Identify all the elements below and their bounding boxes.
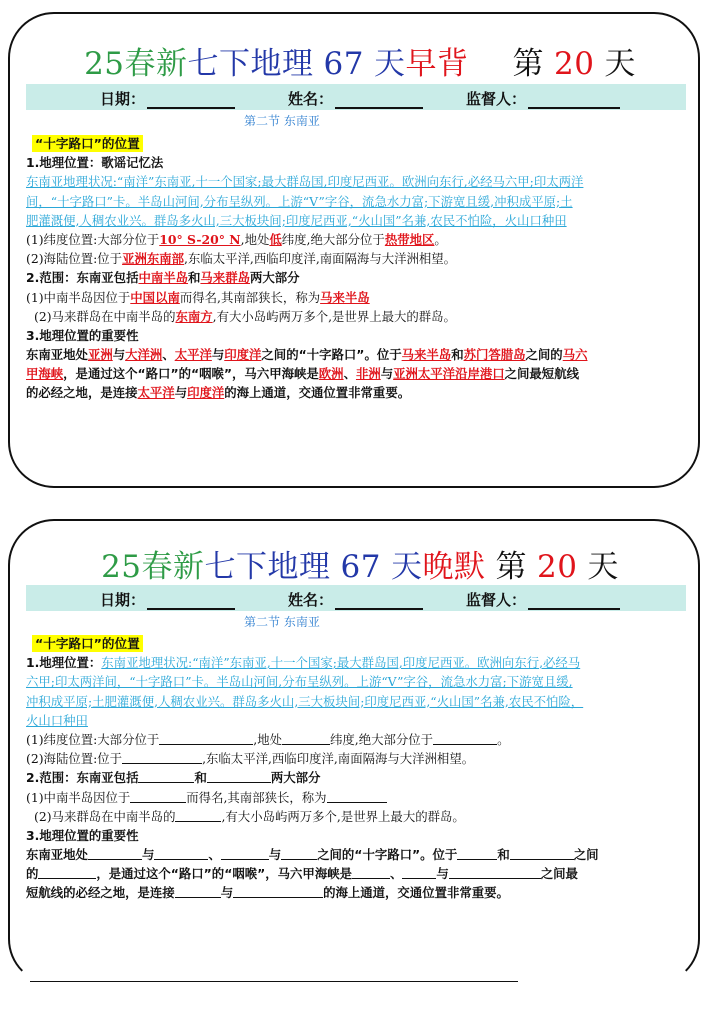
fill-blank[interactable] xyxy=(175,808,221,822)
text-segment: 。 xyxy=(497,731,510,747)
text-segment: 与 xyxy=(141,847,155,863)
heading-highlight: “十字路口”的位置 xyxy=(32,635,143,652)
fill-blank[interactable] xyxy=(88,846,142,860)
evening-title xyxy=(0,541,720,586)
title-part: 第 xyxy=(512,46,544,82)
text-segment: 和 xyxy=(497,847,510,863)
title-part: 25春新 xyxy=(101,549,205,585)
body-line xyxy=(26,307,690,326)
mnemonic-line: 间，“十字路口”卡。半岛山河间,分布呈纵列。上游“V”字谷，流急水力富;下游宽且缓,冲积成平原;土 xyxy=(26,193,573,209)
title-part: 67 xyxy=(323,46,364,82)
text-segment: 而得名,其南部狭长，称为 xyxy=(186,789,327,805)
answer: 亚洲东南部 xyxy=(122,251,185,267)
text-segment: 的海上通道，交通位置非常重要。 xyxy=(323,885,509,901)
title-part: 天 xyxy=(587,549,619,585)
text-segment: 之间的“十字路口”。位于 xyxy=(261,347,402,363)
supervisor-field xyxy=(466,589,620,610)
text-segment: ，是通过这个“路口”的“咽喉”，马六甲海峡是 xyxy=(96,866,352,882)
fill-blank[interactable] xyxy=(281,846,317,860)
answer: 大洋洲 xyxy=(125,347,163,363)
mnemonic-line: 东南亚地理状况:“南洋”东南亚,十一个国家;最大群岛国,印度尼西亚。欧洲向东行,必经马六甲;印太两洋 xyxy=(26,174,584,190)
fill-blank[interactable] xyxy=(449,865,541,879)
fill-blank[interactable] xyxy=(457,846,497,860)
answer: 印度洋 xyxy=(187,385,225,401)
mnemonic-line: 肥灌溉便,人稠农业兴。群岛多火山,三大板块间;印度尼西亚,“火山国”名兼,农民不怕险，火山口种田 xyxy=(26,212,567,228)
body-line xyxy=(26,288,690,307)
answer: 马六 xyxy=(562,347,588,363)
text-segment: 之间的“十字路口”。位于 xyxy=(317,847,458,863)
body-line xyxy=(26,749,690,768)
name-input-line[interactable] xyxy=(335,93,423,109)
fill-blank[interactable] xyxy=(122,750,202,764)
body-line xyxy=(26,768,690,787)
body-line xyxy=(26,883,690,902)
text-segment: (2)马来群岛在中南半岛的 xyxy=(34,308,176,324)
answer: 欧洲 xyxy=(318,366,344,382)
fill-blank[interactable] xyxy=(221,846,269,860)
text-segment: 1.地理位置： xyxy=(26,655,102,671)
answer: 太平洋 xyxy=(137,385,175,401)
text-segment: 之间最 xyxy=(540,866,578,882)
fill-blank[interactable] xyxy=(130,789,186,803)
name-field xyxy=(288,88,423,109)
text-segment: 两大部分 xyxy=(249,270,300,286)
fill-blank[interactable] xyxy=(433,731,497,745)
fill-blank[interactable] xyxy=(233,884,323,898)
section-label: 第二节 东南亚 xyxy=(244,114,320,128)
text-segment: 两大部分 xyxy=(270,770,321,786)
answer: 低 xyxy=(269,231,282,247)
section-label: 第二节 东南亚 xyxy=(244,615,320,629)
card-bottom-line xyxy=(30,981,518,982)
answer: 中南半岛 xyxy=(138,270,189,286)
text-segment: 与 xyxy=(268,847,282,863)
answer: 东南方 xyxy=(175,308,213,324)
body-line xyxy=(26,788,690,807)
answer: 印度洋 xyxy=(224,347,262,363)
body-line xyxy=(26,345,690,364)
fill-blank[interactable] xyxy=(159,731,253,745)
answer: 10° S-20° N xyxy=(159,231,241,247)
title-part: 20 xyxy=(536,549,578,585)
text-segment: (2)海陆位置:位于 xyxy=(26,751,123,767)
date-field xyxy=(100,589,235,610)
fill-blank[interactable] xyxy=(138,769,194,783)
text-segment: 与 xyxy=(211,347,225,363)
text-segment: 姓名： xyxy=(288,591,334,609)
title-part: 早背 xyxy=(405,46,469,82)
date-input-line[interactable] xyxy=(147,594,235,610)
text-segment: 。 xyxy=(434,231,447,247)
name-field xyxy=(288,589,423,610)
answer: 甲海峡 xyxy=(26,366,64,382)
text-segment: ,东临太平洋,西临印度洋,南面隔海与大洋洲相望。 xyxy=(184,251,457,267)
mnemonic-line: 冲积成平原;土肥灌溉便,人稠农业兴。群岛多火山,三大板块间;印度尼西亚,“火山国”名兼,农民不怕险， xyxy=(26,693,584,709)
answer: 马来半岛 xyxy=(320,289,370,305)
answer: 亚洲 xyxy=(87,347,113,363)
supervisor-field xyxy=(466,88,620,109)
title-part: 天 xyxy=(604,46,636,82)
text-segment: 、 xyxy=(343,366,356,382)
text-segment: 与 xyxy=(174,385,188,401)
text-segment: 东南亚地处 xyxy=(26,847,88,863)
text-segment: 的必经之地，是连接 xyxy=(26,385,138,401)
body-line xyxy=(26,730,690,749)
text-segment: 2.范围：东南亚包括 xyxy=(26,770,139,786)
text-segment: 之间最短航线 xyxy=(504,366,579,382)
text-segment: 的海上通道，交通位置非常重要。 xyxy=(224,385,411,401)
text-segment: 与 xyxy=(112,347,126,363)
text-segment: 、 xyxy=(390,866,403,882)
text-segment: ,地处 xyxy=(253,731,282,747)
body-line xyxy=(26,864,690,883)
fill-blank[interactable] xyxy=(352,865,390,879)
text-segment: ,有大小岛屿两万多个,是世界上最大的群岛。 xyxy=(221,808,465,824)
text-segment: ,有大小岛屿两万多个,是世界上最大的群岛。 xyxy=(212,308,456,324)
title-part: 七下地理 xyxy=(187,46,314,82)
text-segment: (2)马来群岛在中南半岛的 xyxy=(34,808,176,824)
fill-blank[interactable] xyxy=(154,846,208,860)
text-segment: 与 xyxy=(220,885,234,901)
evening-body xyxy=(26,634,690,903)
body-line xyxy=(26,249,690,268)
body-line xyxy=(26,230,690,249)
fill-blank[interactable] xyxy=(38,865,96,879)
text-segment: 和 xyxy=(194,770,207,786)
text-segment: 和 xyxy=(451,347,464,363)
title-part: 天 xyxy=(373,46,406,82)
body-line xyxy=(26,807,690,826)
text-segment: (2)海陆位置:位于 xyxy=(26,251,123,267)
body-line xyxy=(26,845,690,864)
fill-blank[interactable] xyxy=(327,789,387,803)
text-segment: 与 xyxy=(380,366,394,382)
supervisor-input-line[interactable] xyxy=(528,93,620,109)
text-segment: (1)纬度位置:大部分位于 xyxy=(26,231,160,247)
body-line: 3.地理位置的重要性 xyxy=(26,827,139,843)
date-input-line[interactable] xyxy=(147,93,235,109)
text-segment: 2.范围：东南亚包括 xyxy=(26,270,139,286)
text-segment: 的 xyxy=(26,866,39,882)
text-segment: 姓名： xyxy=(288,90,334,108)
text-segment: 监督人： xyxy=(466,591,527,609)
answer: 马来半岛 xyxy=(401,347,452,363)
mnemonic-line: 火山口种田 xyxy=(26,712,88,728)
title-part: 天 xyxy=(390,549,423,585)
text-segment: 和 xyxy=(188,270,201,286)
text-segment: (1)纬度位置:大部分位于 xyxy=(26,731,160,747)
text-segment: ,地处 xyxy=(240,231,270,247)
text-segment: 日期： xyxy=(100,90,146,108)
answer: 中国以南 xyxy=(130,289,180,305)
text-segment: ,东临太平洋,西临印度洋,南面隔海与大洋洲相望。 xyxy=(202,751,475,767)
fill-blank[interactable] xyxy=(510,846,574,860)
answer: 非洲 xyxy=(355,366,381,382)
text-segment: 、 xyxy=(208,847,221,863)
body-line: 1.地理位置：歌谣记忆法 xyxy=(26,155,164,171)
heading-highlight: “十字路口”的位置 xyxy=(32,135,143,152)
text-segment: 之间 xyxy=(573,847,599,863)
text-segment: 短航线的必经之地，是连接 xyxy=(26,885,175,901)
answer: 亚洲太平洋沿岸港口 xyxy=(393,366,505,382)
text-segment: 而得名,其南部狭长，称为 xyxy=(179,289,321,305)
morning-title xyxy=(0,38,720,83)
text-segment: 之间的 xyxy=(525,347,563,363)
body-line xyxy=(26,653,690,672)
answer: 苏门答腊岛 xyxy=(463,347,526,363)
text-segment: 纬度,绝大部分位于 xyxy=(329,731,434,747)
title-part: 67 xyxy=(340,549,381,585)
body-line xyxy=(26,383,690,402)
morning-body xyxy=(26,134,690,403)
text-segment: 纬度,绝大部分位于 xyxy=(281,231,385,247)
title-part: 晚默 xyxy=(422,549,486,585)
text-segment: (1)中南半岛因位于 xyxy=(26,289,131,305)
evening-info-bar xyxy=(26,585,686,611)
name-input-line[interactable] xyxy=(335,594,423,610)
text-segment: 与 xyxy=(436,866,449,882)
text-segment: ，是通过这个“路口”的“咽喉”，马六甲海峡是 xyxy=(63,366,319,382)
answer: 马来群岛 xyxy=(200,270,250,286)
body-line xyxy=(26,268,690,287)
title-part: 20 xyxy=(553,46,595,82)
fill-blank[interactable] xyxy=(282,731,330,745)
title-part: 25春新 xyxy=(84,46,188,82)
text-segment: (1)中南半岛因位于 xyxy=(26,789,131,805)
title-part: 第 xyxy=(495,549,527,585)
body-line xyxy=(26,364,690,383)
answer: 热带地区 xyxy=(384,231,435,247)
body-line: 3.地理位置的重要性 xyxy=(26,327,139,343)
text-segment: 监督人： xyxy=(466,90,527,108)
morning-info-bar xyxy=(26,84,686,110)
date-field xyxy=(100,88,235,109)
mnemonic-line: 六甲;印太两洋间，“十字路口”卡。半岛山河间,分布呈纵列。上游“V”字谷，流急水力富;下游宽且缓, xyxy=(26,674,573,690)
text-segment: 、 xyxy=(162,347,175,363)
fill-blank[interactable] xyxy=(207,769,271,783)
mnemonic-text: 东南亚地理状况:“南洋”东南亚,十一个国家;最大群岛国,印度尼西亚。欧洲向东行,必经马 xyxy=(101,655,581,671)
answer: 太平洋 xyxy=(174,347,212,363)
fill-blank[interactable] xyxy=(175,884,221,898)
text-segment: 日期： xyxy=(100,591,146,609)
supervisor-input-line[interactable] xyxy=(528,594,620,610)
text-segment: 东南亚地处 xyxy=(26,347,88,363)
fill-blank[interactable] xyxy=(402,865,436,879)
title-part: 七下地理 xyxy=(204,549,331,585)
